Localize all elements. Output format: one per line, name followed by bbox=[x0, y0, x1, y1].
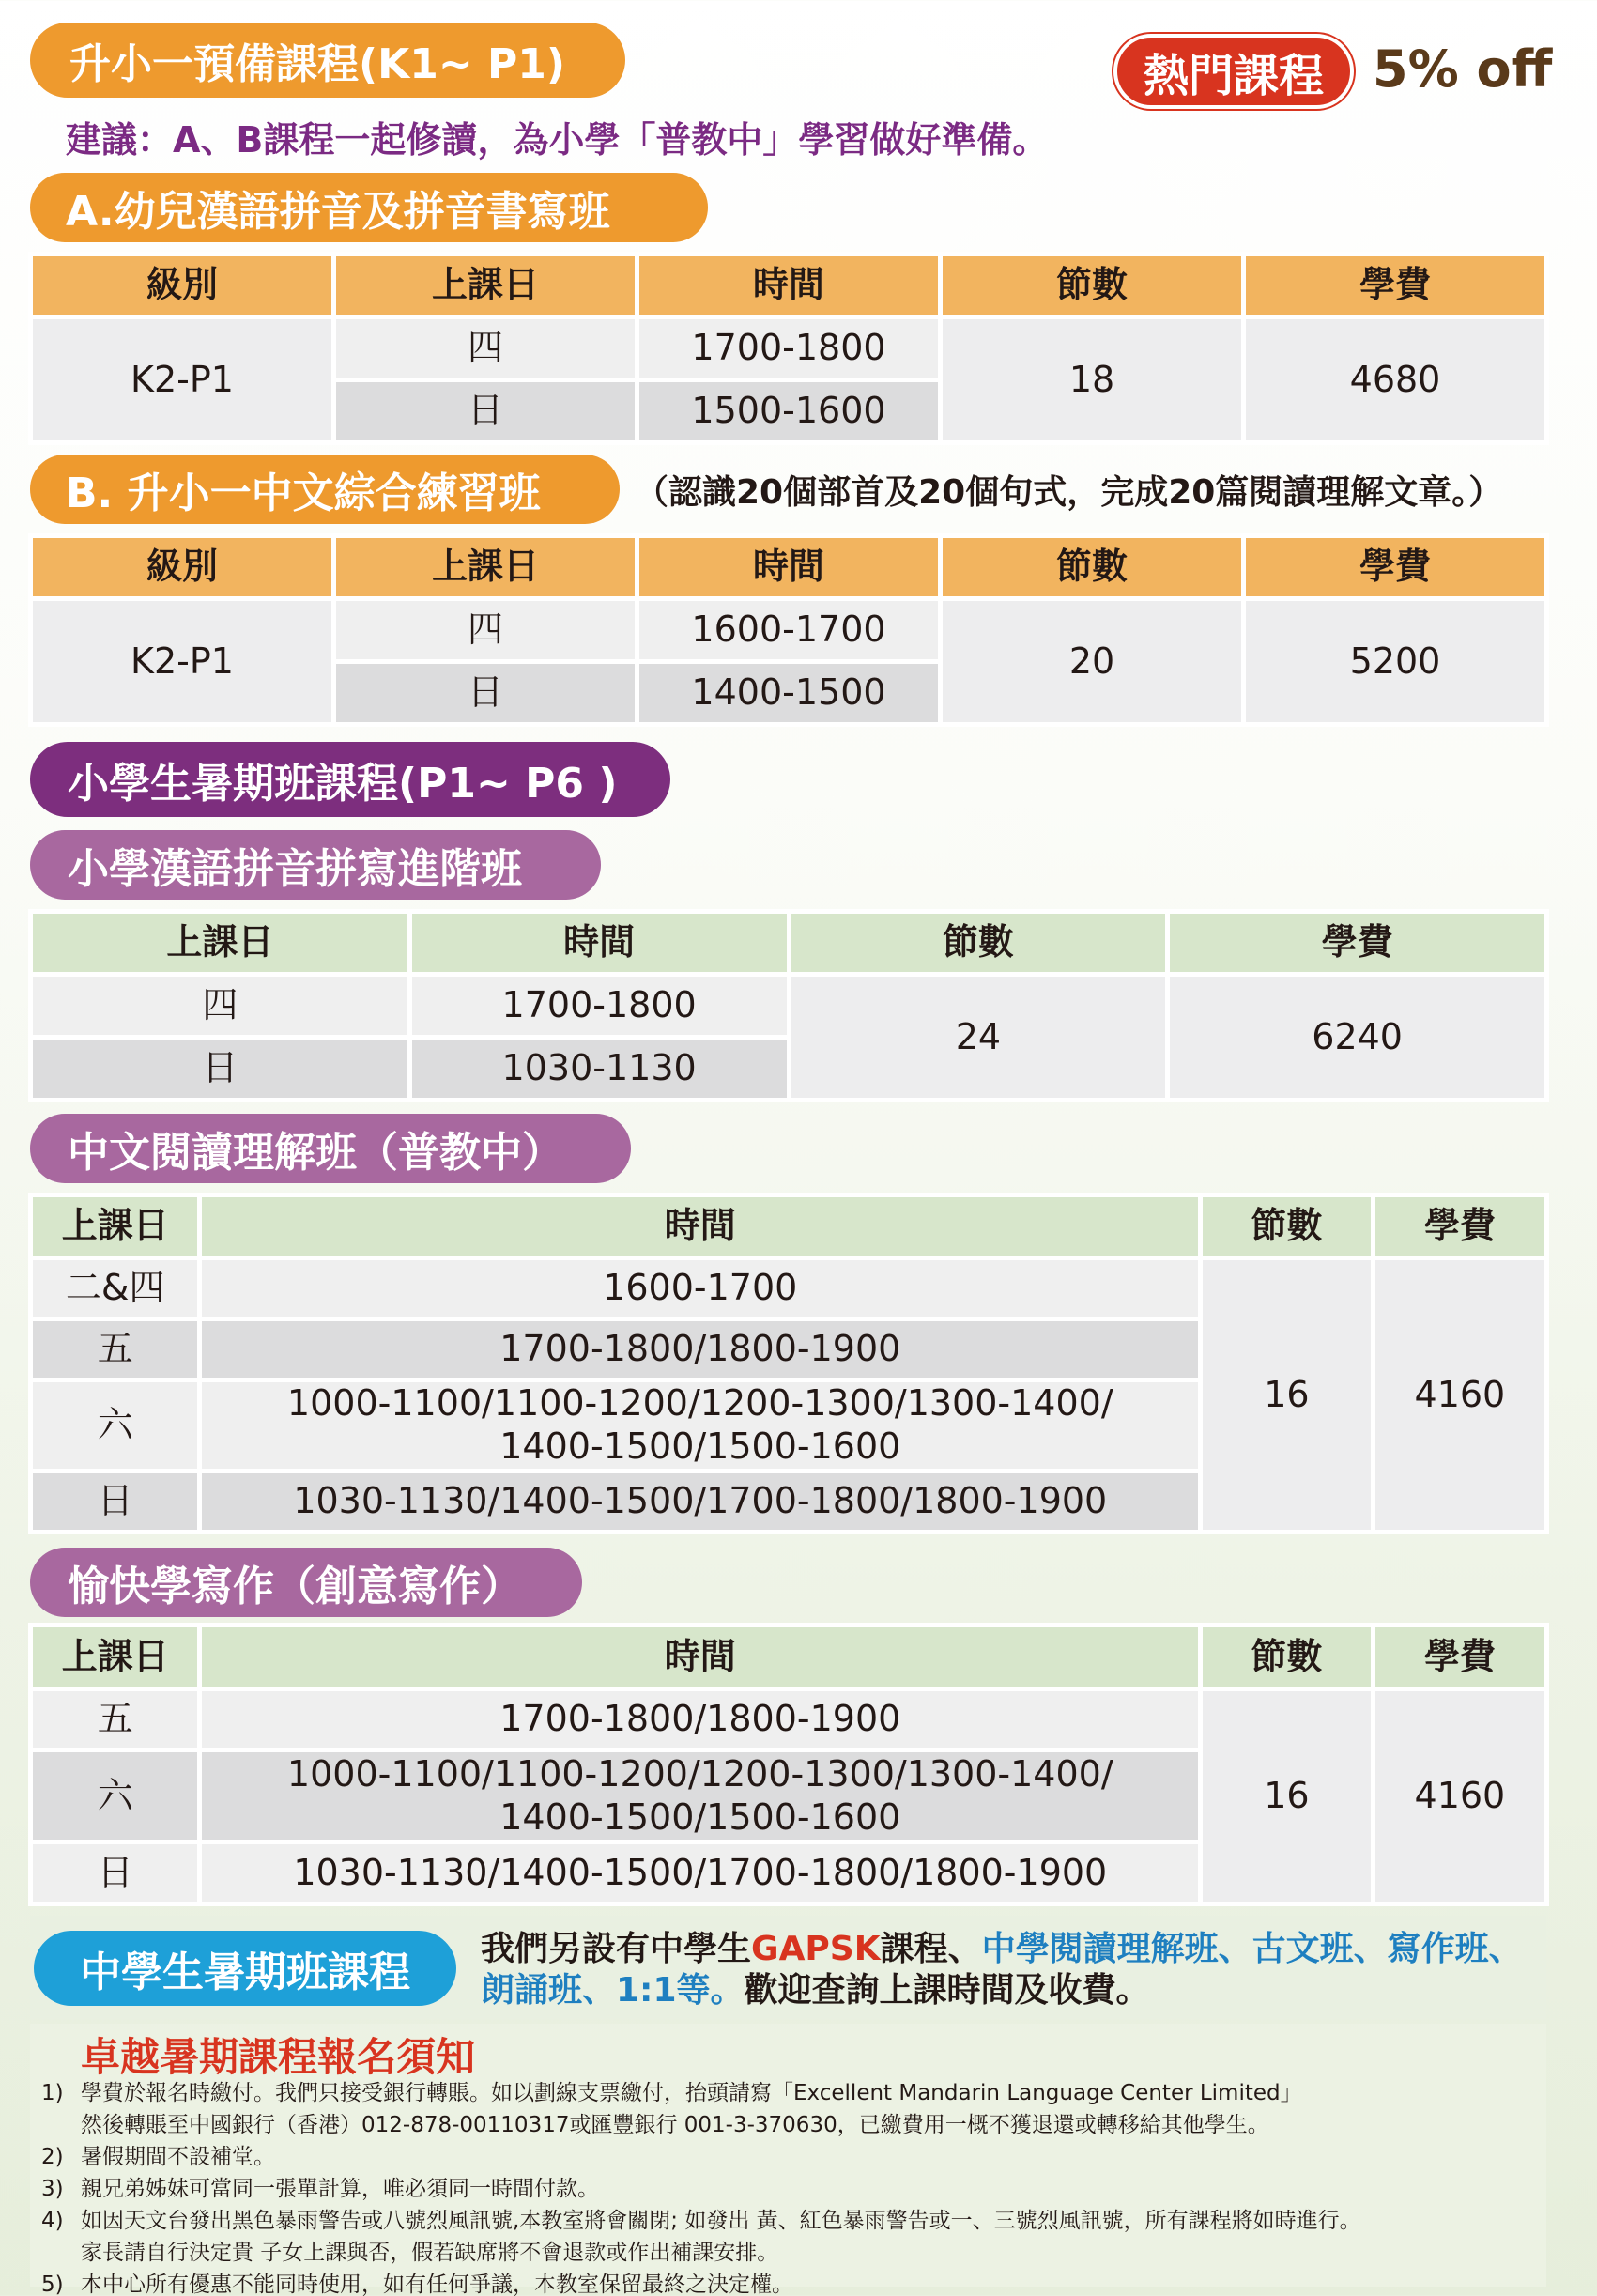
time-cell: 1700-1800 bbox=[412, 977, 787, 1035]
lessons-cell: 20 bbox=[943, 601, 1241, 722]
header-level: 級別 bbox=[33, 256, 331, 315]
secondary-line-2 bbox=[481, 1970, 1551, 2011]
header-fee: 學費 bbox=[1375, 1197, 1544, 1256]
notice-item bbox=[41, 2173, 1562, 2205]
time-cell bbox=[202, 1382, 1198, 1469]
time-cell: 1600-1700 bbox=[202, 1260, 1198, 1317]
time-cell: 1500-1600 bbox=[639, 382, 938, 440]
pinyin-adv-table bbox=[28, 909, 1549, 1102]
day-cell: 六 bbox=[33, 1382, 197, 1469]
day-cell: 五 bbox=[33, 1691, 197, 1749]
secondary-text bbox=[481, 1929, 1551, 2011]
time-line: 1400-1500/1500-1600 bbox=[499, 1425, 901, 1467]
notice-item bbox=[41, 2077, 1562, 2141]
notice-num: 5) bbox=[41, 2273, 64, 2296]
day-cell: 日 bbox=[336, 664, 635, 722]
notice-line: 學費於報名時繳付。我們只接受銀行轉賬。如以劃線支票繳付，抬頭請寫「Excellent Mandarin Language Center Limited」 bbox=[81, 2081, 1302, 2105]
day-cell: 六 bbox=[33, 1752, 197, 1840]
secondary-text-2: 課程、 bbox=[880, 1930, 982, 1968]
header-level: 級別 bbox=[33, 538, 331, 596]
lessons-cell: 18 bbox=[943, 319, 1241, 440]
time-cell: 1700-1800 bbox=[639, 319, 938, 378]
time-cell: 1030-1130/1400-1500/1700-1800/1800-1900 bbox=[202, 1844, 1198, 1902]
day-cell: 日 bbox=[33, 1844, 197, 1902]
header-fee: 學費 bbox=[1170, 914, 1544, 972]
notice-line: 暑假期間不設補堂。 bbox=[81, 2145, 275, 2169]
level-cell: K2-P1 bbox=[33, 319, 331, 440]
fee-cell: 4160 bbox=[1375, 1260, 1544, 1530]
notice-line: 家長請自行決定貴 子女上課與否，假若缺席將不會退款或作出補課安排。 bbox=[81, 2241, 779, 2265]
header-day: 上課日 bbox=[336, 256, 635, 315]
notice-num: 2) bbox=[41, 2145, 64, 2169]
secondary-text-3: 歡迎查詢上課時間及收費。 bbox=[744, 1971, 1150, 2010]
header-fee: 學費 bbox=[1246, 538, 1544, 596]
header-day: 上課日 bbox=[33, 1197, 197, 1256]
fee-cell: 4680 bbox=[1246, 319, 1544, 440]
course-b-title: B. 升小一中文綜合練習班 bbox=[30, 455, 620, 524]
time-cell: 1400-1500 bbox=[639, 664, 938, 722]
day-cell: 日 bbox=[33, 1473, 197, 1530]
course-b-note: （認識20個部首及20個句式，完成20篇閱讀理解文章。） bbox=[635, 473, 1503, 512]
pinyin-adv-title: 小學漢語拼音拼寫進階班 bbox=[30, 830, 601, 900]
fee-cell: 4160 bbox=[1375, 1691, 1544, 1902]
day-cell: 二&四 bbox=[33, 1260, 197, 1317]
header-time: 時間 bbox=[639, 256, 938, 315]
header-lessons: 節數 bbox=[791, 914, 1166, 972]
fee-cell: 5200 bbox=[1246, 601, 1544, 722]
notice-num: 1) bbox=[41, 2081, 64, 2105]
notice-text bbox=[81, 2077, 1302, 2141]
header-day: 上課日 bbox=[33, 1627, 197, 1687]
reading-title: 中文閱讀理解班（普教中） bbox=[30, 1114, 631, 1183]
notice-title: 卓越暑期課程報名須知 bbox=[81, 2034, 476, 2080]
header-fee: 學費 bbox=[1246, 256, 1544, 315]
notice-line: 親兄弟姊妹可當同一張單計算，唯必須同一時間付款。 bbox=[81, 2177, 599, 2201]
lessons-cell: 24 bbox=[791, 977, 1166, 1098]
time-line: 1000-1100/1100-1200/1200-1300/1300-1400/ bbox=[286, 1382, 1113, 1425]
prep-advice: 建議：A、B課程一起修讀，為小學「普教中」學習做好準備。 bbox=[66, 119, 1049, 161]
discount-text: 5% off bbox=[1373, 39, 1553, 99]
course-b-table bbox=[28, 533, 1549, 727]
notice-list bbox=[41, 2077, 1562, 2296]
course-a-table bbox=[28, 252, 1549, 445]
time-cell: 1700-1800/1800-1900 bbox=[202, 1321, 1198, 1378]
day-cell: 日 bbox=[336, 382, 635, 440]
time-cell bbox=[202, 1752, 1198, 1840]
notice-item bbox=[41, 2141, 1562, 2173]
time-cell: 1030-1130/1400-1500/1700-1800/1800-1900 bbox=[202, 1473, 1198, 1530]
prep-title: 升小一預備課程(K1~ P1) bbox=[30, 23, 625, 98]
header-day: 上課日 bbox=[33, 914, 407, 972]
primary-title: 小學生暑期班課程(P1~ P6 ) bbox=[30, 742, 670, 817]
header-lessons: 節數 bbox=[943, 538, 1241, 596]
header-time: 時間 bbox=[412, 914, 787, 972]
lessons-cell: 16 bbox=[1203, 1691, 1371, 1902]
reading-table bbox=[28, 1193, 1549, 1534]
header-time: 時間 bbox=[202, 1627, 1198, 1687]
header-lessons: 節數 bbox=[1203, 1627, 1371, 1687]
day-cell: 四 bbox=[336, 601, 635, 659]
secondary-courses-2: 朗誦班、1:1等。 bbox=[481, 1971, 745, 2010]
notice-line: 然後轉賬至中國銀行（香港）012-878-00110317或匯豐銀行 001-3-370630，已繳費用一概不獲退還或轉移給其他學生。 bbox=[81, 2113, 1269, 2137]
lessons-cell: 16 bbox=[1203, 1260, 1371, 1530]
notice-item bbox=[41, 2205, 1562, 2269]
level-cell: K2-P1 bbox=[33, 601, 331, 722]
day-cell: 四 bbox=[33, 977, 407, 1035]
header-time: 時間 bbox=[639, 538, 938, 596]
notice-line: 本中心所有優惠不能同時使用，如有任何爭議，本教室保留最終之決定權。 bbox=[81, 2273, 793, 2296]
header-day: 上課日 bbox=[336, 538, 635, 596]
time-line: 1000-1100/1100-1200/1200-1300/1300-1400/ bbox=[286, 1753, 1113, 1795]
fee-cell: 6240 bbox=[1170, 977, 1544, 1098]
header-lessons: 節數 bbox=[943, 256, 1241, 315]
secondary-text-1: 我們另設有中學生 bbox=[481, 1930, 752, 1968]
secondary-line-1 bbox=[481, 1929, 1551, 1970]
time-cell: 1030-1130 bbox=[412, 1040, 787, 1098]
secondary-courses-1: 中學閱讀理解班、古文班、寫作班、 bbox=[981, 1930, 1523, 1968]
time-cell: 1600-1700 bbox=[639, 601, 938, 659]
notice-line: 如因天文台發出黑色暴雨警告或八號烈風訊號,本教室將會關閉; 如發出 黃、紅色暴雨警告或一、三號烈風訊號，所有課程將如時進行。 bbox=[81, 2209, 1361, 2233]
day-cell: 五 bbox=[33, 1321, 197, 1378]
day-cell: 四 bbox=[336, 319, 635, 378]
time-line: 1400-1500/1500-1600 bbox=[499, 1795, 901, 1838]
notice-item bbox=[41, 2269, 1562, 2296]
notice-text bbox=[81, 2205, 1361, 2269]
course-a-title: A.幼兒漢語拼音及拼音書寫班 bbox=[30, 173, 708, 242]
day-cell: 日 bbox=[33, 1040, 407, 1098]
secondary-title: 中學生暑期班課程 bbox=[34, 1931, 456, 2006]
header-time: 時間 bbox=[202, 1197, 1198, 1256]
time-cell: 1700-1800/1800-1900 bbox=[202, 1691, 1198, 1749]
notice-num: 3) bbox=[41, 2177, 64, 2201]
notice-num: 4) bbox=[41, 2209, 64, 2233]
hot-course-badge: 熱門課程 bbox=[1113, 34, 1354, 109]
gapsk-text: GAPSK bbox=[751, 1930, 881, 1968]
header-lessons: 節數 bbox=[1203, 1197, 1371, 1256]
header-fee: 學費 bbox=[1375, 1627, 1544, 1687]
writing-table bbox=[28, 1623, 1549, 1906]
writing-title: 愉快學寫作（創意寫作） bbox=[30, 1548, 582, 1617]
